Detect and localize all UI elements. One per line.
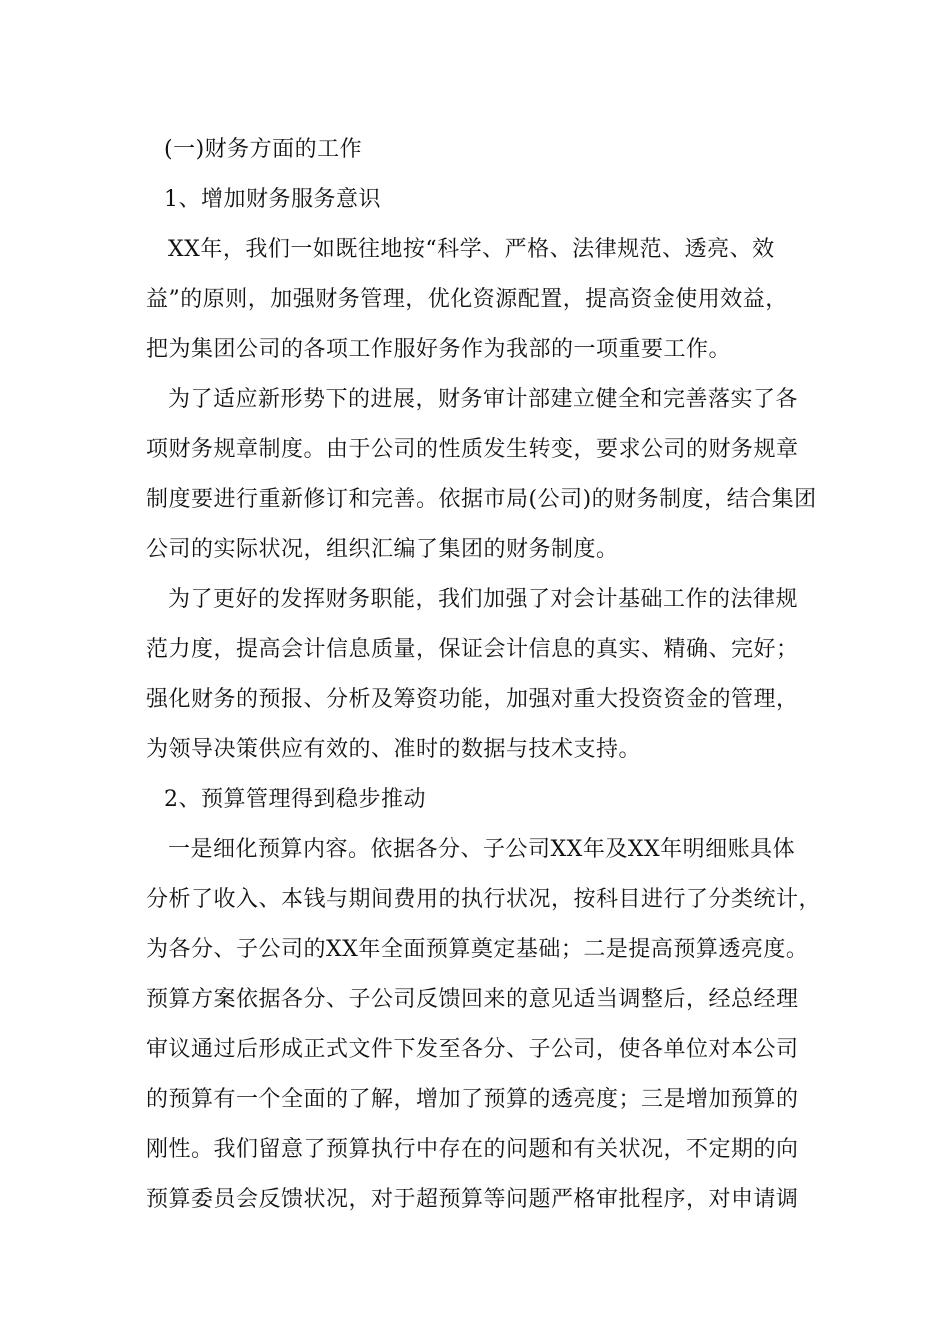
paragraph-line: 制度要进行重新修订和完善。依据市局(公司)的财务制度，结合集团 [146, 487, 817, 512]
paragraph-line: 公司的实际状况，组织汇编了集团的财务制度。 [146, 537, 619, 562]
subsection-heading: 2、预算管理得到稳步推动 [164, 787, 426, 812]
paragraph-line: 预算方案依据各分、子公司反馈回来的意见适当调整后，经总经理 [146, 987, 799, 1012]
paragraph-line: 为了适应新形势下的进展，财务审计部建立健全和完善落实了各 [168, 387, 799, 412]
section-heading: (一)财务方面的工作 [164, 137, 363, 162]
paragraph-line: 把为集团公司的各项工作服好务作为我部的一项重要工作。 [146, 337, 732, 362]
paragraph-line: 为了更好的发挥财务职能，我们加强了对会计基础工作的法律规 [168, 587, 799, 612]
paragraph-line: 一是细化预算内容。依据各分、子公司XX年及XX年明细账具体 [168, 837, 796, 862]
paragraph-line: 刚性。我们留意了预算执行中存在的问题和有关状况，不定期的向 [146, 1137, 799, 1162]
paragraph-line: 审议通过后形成正式文件下发至各分、子公司，使各单位对本公司 [146, 1037, 799, 1062]
paragraph-line: 分析了收入、本钱与期间费用的执行状况，按科目进行了分类统计， [146, 887, 822, 912]
paragraph-line: 为各分、子公司的XX年全面预算奠定基础；二是提高预算透亮度。 [146, 937, 809, 962]
paragraph-line: 强化财务的预报、分析及筹资功能，加强对重大投资资金的管理， [146, 687, 799, 712]
paragraph-line: XX年，我们一如既往地按“科学、严格、法律规范、透亮、效 [168, 237, 775, 262]
paragraph-line: 预算委员会反馈状况，对于超预算等问题严格审批程序，对申请调 [146, 1187, 799, 1212]
paragraph-line: 为领导决策供应有效的、准时的数据与技术支持。 [146, 737, 642, 762]
paragraph-line: 益”的原则，加强财务管理，优化资源配置，提高资金使用效益， [146, 287, 788, 312]
paragraph-line: 范力度，提高会计信息质量，保证会计信息的真实、精确、完好； [146, 637, 799, 662]
subsection-heading: 1、增加财务服务意识 [164, 187, 381, 212]
paragraph-line: 的预算有一个全面的了解，增加了预算的透亮度；三是增加预算的 [146, 1087, 799, 1112]
paragraph-line: 项财务规章制度。由于公司的性质发生转变，要求公司的财务规章 [146, 437, 799, 462]
